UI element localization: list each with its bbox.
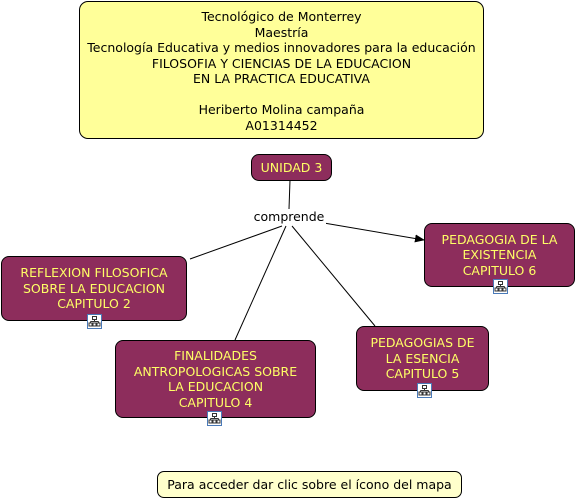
concept-esencia-line-3: CAPITULO 5 [385,366,460,382]
concept-map-icon[interactable] [417,383,432,398]
connector-to-finalidades [235,226,286,340]
linking-phrase: comprende [253,209,325,224]
concept-map-icon[interactable] [207,411,222,426]
concept-reflexion-line-3: CAPITULO 2 [57,296,131,312]
concept-esencia-line-1: PEDAGOGIAS DE [370,335,475,351]
concept-reflexion-line-2: SOBRE LA EDUCACION [22,280,166,296]
arrow-to-existencia [318,222,424,240]
concept-esencia [356,326,489,391]
header-program: Tecnología Educativa y medios innovadores para la educación [87,40,476,55]
concept-unidad-3 [251,154,332,181]
concept-unidad-3-label: UNIDAD 3 [260,159,323,175]
concept-map-icon[interactable] [493,279,508,294]
concept-finalidades-line-2: ANTROPOLOGICAS SOBRE [133,363,298,379]
header-course-line-1: FILOSOFIA Y CIENCIAS DE LA EDUCACION [151,55,412,71]
concept-finalidades [115,340,316,418]
concept-finalidades-line-1: FINALIDADES [174,348,257,363]
concept-reflexion-line-1: REFLEXION FILOSOFICA [20,265,168,281]
connector-to-reflexion [190,226,282,259]
header-box [79,1,484,139]
concept-esencia-line-2: LA ESENCIA [385,350,460,366]
header-institution: Tecnológico de Monterrey [201,9,362,24]
header-student-id: A01314452 [245,117,318,133]
connector-to-esencia [292,226,375,326]
concept-existencia-line-1: PEDAGOGIA DE LA [441,231,558,247]
concept-reflexion [1,256,187,321]
concept-existencia-line-2: EXISTENCIA [462,247,537,263]
header-degree: Maestría [254,24,309,40]
concept-existencia-line-3: CAPITULO 6 [462,262,537,278]
header-course-line-2: EN LA PRACTICA EDUCATIVA [193,71,370,86]
connector-root-to-phrase [289,180,290,209]
header-spacer [80,87,483,103]
concept-existencia [424,223,575,287]
concept-map-icon[interactable] [87,314,102,329]
concept-finalidades-line-3: LA EDUCACION [167,379,264,394]
header-author: Heriberto Molina campaña [198,102,365,117]
concept-finalidades-line-4: CAPITULO 4 [178,394,253,410]
footer-instruction: Para acceder dar clic sobre el ícono del mapa [157,471,462,498]
